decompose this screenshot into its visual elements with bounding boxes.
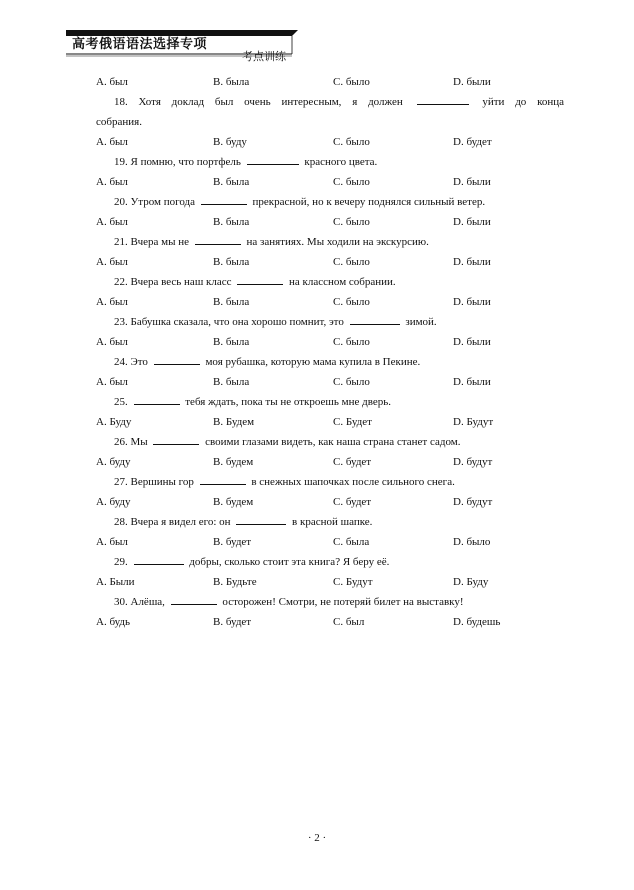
options-row: [96, 412, 564, 432]
option-b: B. была: [213, 216, 250, 228]
answer-blank: [171, 593, 217, 605]
question-stem: [96, 312, 564, 332]
option-a: A. будь: [96, 616, 131, 628]
option-a: A. был: [96, 76, 128, 88]
option-b: B. будет: [213, 616, 252, 628]
options-row: [96, 132, 564, 152]
answer-blank: [134, 393, 180, 405]
question-number: 24.: [114, 356, 128, 368]
question-stem: [96, 272, 564, 292]
options-row: [96, 372, 564, 392]
option-c: C. было: [333, 216, 370, 228]
question-text-after: уйти до конца: [482, 96, 565, 108]
question-number: 28.: [114, 516, 128, 528]
question-text-before: Вершины гор: [130, 476, 194, 488]
question-number: 29.: [114, 556, 128, 568]
question-text-after: моя рубашка, которую мама купила в Пекине.: [205, 356, 421, 368]
question-number: 21.: [114, 236, 128, 248]
option-d: D. будут: [453, 496, 493, 508]
question-text-after: тебя ждать, пока ты не откроешь мне дверь.: [185, 396, 391, 408]
answer-blank: [417, 93, 469, 105]
question-number: 26.: [114, 436, 128, 448]
question-text-before: Мы: [130, 436, 148, 448]
answer-blank: [247, 153, 299, 165]
question-stem: [96, 232, 564, 252]
question-text-before: Вчера весь наш класс: [130, 276, 232, 288]
option-c: C. было: [333, 376, 370, 388]
question-number: 23.: [114, 316, 128, 328]
option-b: B. будет: [213, 536, 252, 548]
option-a: A. был: [96, 336, 128, 348]
option-b: B. была: [213, 376, 250, 388]
options-row: [96, 492, 564, 512]
question-list: [96, 72, 564, 632]
question-text-before: Это: [130, 356, 148, 368]
question-text-before: Утром погода: [130, 196, 196, 208]
option-d: D. были: [453, 256, 491, 268]
options-row: [96, 292, 564, 312]
header-title: 高考俄语语法选择专项: [72, 37, 208, 52]
option-b: B. была: [213, 296, 250, 308]
option-b: B. буду: [213, 136, 247, 148]
question-text-after: красного цвета.: [304, 156, 378, 168]
options-row: [96, 252, 564, 272]
question-text-after: на классном собрании.: [289, 276, 396, 288]
option-c: C. была: [333, 536, 370, 548]
option-d: D. были: [453, 376, 491, 388]
question-number: 20.: [114, 196, 128, 208]
question-text-before: Алёша,: [130, 596, 165, 608]
question-number: 30.: [114, 596, 128, 608]
question-number: 22.: [114, 276, 128, 288]
option-c: C. Будет: [333, 416, 372, 428]
question-stem-continued: собрания.: [96, 116, 142, 128]
page-header: [0, 0, 634, 63]
option-d: D. были: [453, 176, 491, 188]
options-row: [96, 572, 564, 592]
option-c: C. было: [333, 76, 370, 88]
question-text-after: в снежных шапочках после сильного снега.: [251, 476, 455, 488]
options-row: [96, 532, 564, 552]
option-a: A. был: [96, 376, 128, 388]
question-text-after: в красной шапке.: [292, 516, 373, 528]
answer-blank: [237, 273, 283, 285]
option-b: B. Будем: [213, 416, 255, 428]
option-b: B. будем: [213, 456, 254, 468]
answer-blank: [200, 473, 246, 485]
option-b: B. Будьте: [213, 576, 257, 588]
question-stem: [96, 352, 564, 372]
page-number: · 2 ·: [307, 832, 327, 844]
option-b: B. была: [213, 256, 250, 268]
option-c: C. было: [333, 176, 370, 188]
question-number: 19.: [114, 156, 128, 168]
question-text-after: осторожен! Смотри, не потеряй билет на выставку!: [222, 596, 464, 608]
option-a: A. Были: [96, 576, 135, 588]
answer-blank: [201, 193, 247, 205]
option-c: C. будет: [333, 456, 372, 468]
option-d: D. были: [453, 296, 491, 308]
option-b: B. была: [213, 76, 250, 88]
question-stem: [96, 392, 564, 412]
answer-blank: [134, 553, 184, 565]
answer-blank: [236, 513, 286, 525]
question-text-after: зимой.: [405, 316, 437, 328]
option-d: D. были: [453, 216, 491, 228]
answer-blank: [153, 433, 199, 445]
question-stem: [96, 192, 564, 212]
option-a: A. буду: [96, 496, 131, 508]
option-d: D. Буду: [453, 576, 489, 588]
option-c: C. был: [333, 616, 365, 628]
option-b: B. была: [213, 176, 250, 188]
options-row: [96, 612, 564, 632]
option-c: C. было: [333, 336, 370, 348]
question-text-before: Хотя доклад был очень интересным, я должен: [138, 96, 403, 108]
question-number: 18.: [114, 96, 128, 108]
question-text-before: Вчера мы не: [130, 236, 189, 248]
header-subtitle: 考点训练: [242, 50, 286, 63]
options-row: [96, 172, 564, 192]
question-text-before: Бабушка сказала, что она хорошо помнит, это: [130, 316, 344, 328]
question-text-after: своими глазами видеть, как наша страна станет садом.: [205, 436, 461, 448]
option-c: C. было: [333, 136, 370, 148]
options-row: [96, 332, 564, 352]
option-a: A. был: [96, 136, 128, 148]
question-number: 27.: [114, 476, 128, 488]
answer-blank: [350, 313, 400, 325]
question-stem: [96, 512, 564, 532]
option-d: D. будут: [453, 456, 493, 468]
question-stem: [96, 592, 564, 612]
question-text-before: Вчера я видел его: он: [130, 516, 231, 528]
option-d: D. будешь: [453, 616, 501, 628]
question-stem: [96, 92, 564, 112]
answer-blank: [195, 233, 241, 245]
option-d: D. Будут: [453, 416, 494, 428]
option-a: A. был: [96, 256, 128, 268]
question-stem: [96, 432, 564, 452]
option-b: B. была: [213, 336, 250, 348]
question-stem: [96, 152, 564, 172]
option-d: D. были: [453, 336, 491, 348]
option-d: D. будет: [453, 136, 492, 148]
question-text-after: добры, сколько стоит эта книга? Я беру её.: [189, 556, 390, 568]
option-c: C. было: [333, 296, 370, 308]
option-d: D. были: [453, 76, 491, 88]
option-c: C. Будут: [333, 576, 373, 588]
option-c: C. будет: [333, 496, 372, 508]
option-a: A. буду: [96, 456, 131, 468]
option-a: A. был: [96, 176, 128, 188]
answer-blank: [154, 353, 200, 365]
option-a: A. был: [96, 216, 128, 228]
option-a: A. Буду: [96, 416, 132, 428]
question-text-after: на занятиях. Мы ходили на экскурсию.: [246, 236, 429, 248]
question-stem: [96, 472, 564, 492]
question-text-before: Я помню, что портфель: [130, 156, 241, 168]
question-text-after: прекрасной, но к вечеру поднялся сильный ветер.: [252, 196, 486, 208]
option-c: C. было: [333, 256, 370, 268]
options-row: [96, 212, 564, 232]
question-number: 25.: [114, 396, 128, 408]
option-d: D. было: [453, 536, 491, 548]
option-a: A. был: [96, 536, 128, 548]
options-row: [96, 72, 564, 92]
option-a: A. был: [96, 296, 128, 308]
options-row: [96, 452, 564, 472]
question-stem: [96, 552, 564, 572]
option-b: B. будем: [213, 496, 254, 508]
